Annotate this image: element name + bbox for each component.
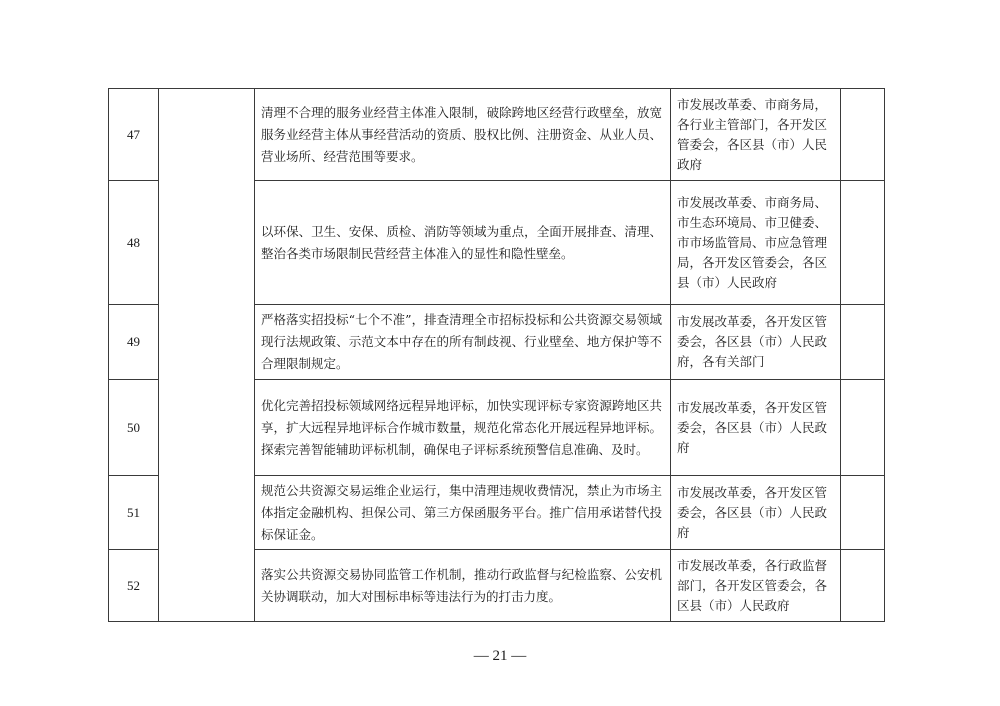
responsible-departments: 市发展改革委、市商务局，各行业主管部门，各开发区管委会，各区县（市）人民政府 (671, 89, 841, 181)
responsible-departments: 市发展改革委，各行政监督部门，各开发区管委会，各区县（市）人民政府 (671, 550, 841, 622)
measure-text: 优化完善招投标领域网络远程异地评标，加快实现评标专家资源跨地区共享，扩大远程异地评标合作城市数量，规范化常态化开展远程异地评标。探索完善智能辅助评标机制，确保电子评标系统预警信息准确、及时。 (255, 380, 671, 476)
responsible-departments: 市发展改革委、市商务局、市生态环境局、市卫健委、市市场监管局、市应急管理局，各开发区管委会，各区县（市）人民政府 (671, 181, 841, 305)
measure-text: 严格落实招投标“七个不准”，排查清理全市招标投标和公共资源交易领域现行法规政策、示范文本中存在的所有制歧视、行业壁垒、地方保护等不合理限制规定。 (255, 305, 671, 380)
measure-text: 清理不合理的服务业经营主体准入限制，破除跨地区经营行政壁垒，放宽服务业经营主体从事经营活动的资质、股权比例、注册资金、从业人员、营业场所、经营范围等要求。 (255, 89, 671, 181)
row-number: 50 (109, 380, 159, 476)
row-number: 49 (109, 305, 159, 380)
table-row (109, 89, 885, 181)
responsible-departments: 市发展改革委，各开发区管委会，各区县（市）人民政府，各有关部门 (671, 305, 841, 380)
row-number: 47 (109, 89, 159, 181)
empty-cell (841, 305, 885, 380)
row-number: 52 (109, 550, 159, 622)
responsible-departments: 市发展改革委，各开发区管委会，各区县（市）人民政府 (671, 476, 841, 550)
empty-cell (841, 181, 885, 305)
measures-table (108, 88, 885, 622)
page-number: — 21 — (473, 648, 527, 664)
empty-cell (841, 380, 885, 476)
measure-text: 规范公共资源交易运维企业运行，集中清理违规收费情况，禁止为市场主体指定金融机构、担保公司、第三方保函服务平台。推广信用承诺替代投标保证金。 (255, 476, 671, 550)
row-number: 48 (109, 181, 159, 305)
empty-cell (841, 89, 885, 181)
measure-text: 以环保、卫生、安保、质检、消防等领域为重点，全面开展排查、清理、整治各类市场限制民营经营主体准入的显性和隐性壁垒。 (255, 181, 671, 305)
empty-cell (841, 476, 885, 550)
category-cell (159, 89, 255, 622)
empty-cell (841, 550, 885, 622)
measure-text: 落实公共资源交易协同监管工作机制，推动行政监督与纪检监察、公安机关协调联动，加大对围标串标等违法行为的打击力度。 (255, 550, 671, 622)
row-number: 51 (109, 476, 159, 550)
responsible-departments: 市发展改革委，各开发区管委会，各区县（市）人民政府 (671, 380, 841, 476)
